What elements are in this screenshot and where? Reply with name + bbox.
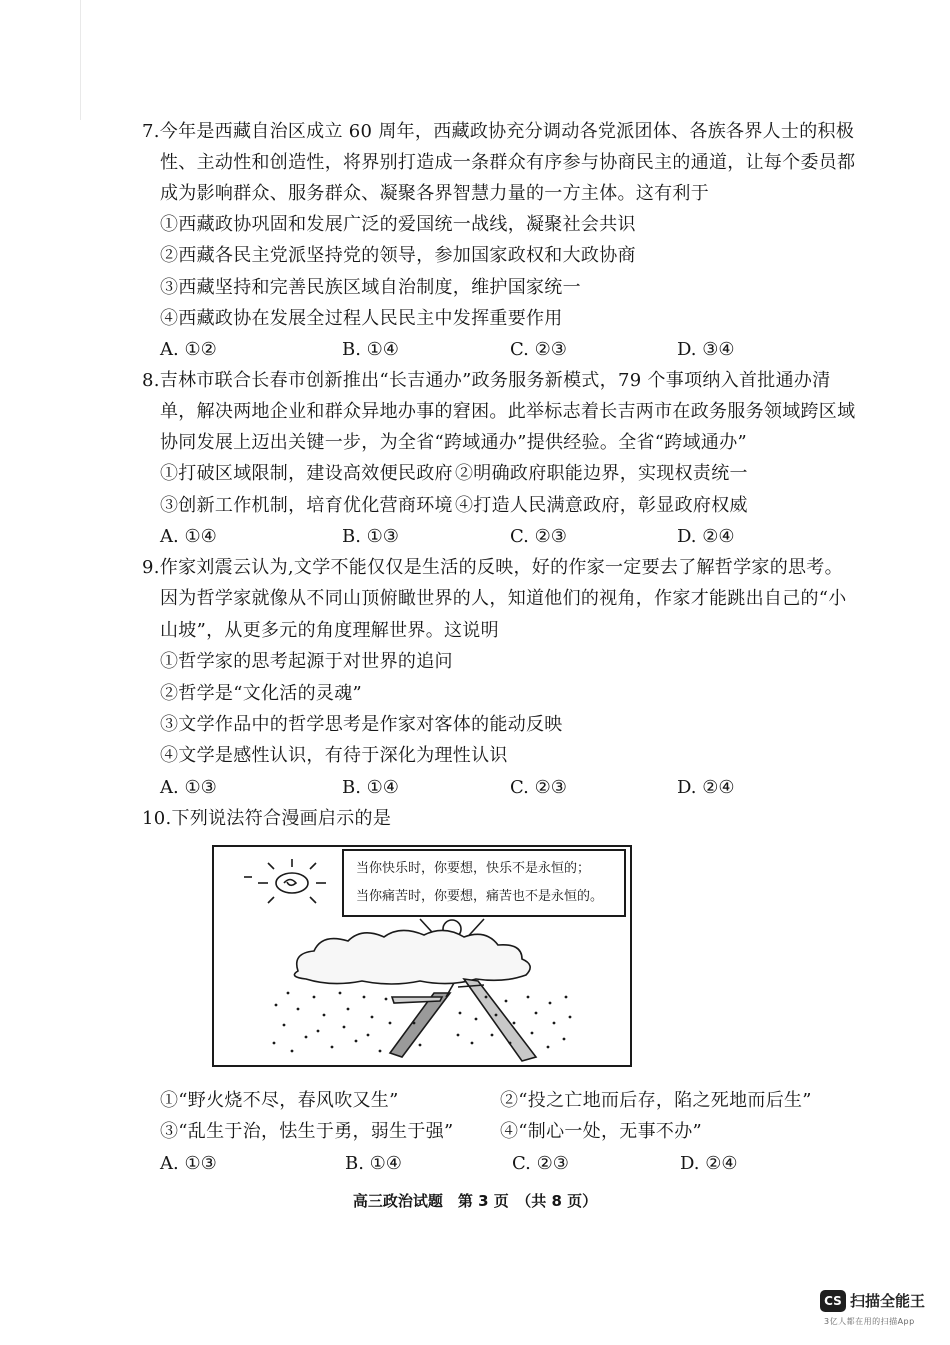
q8-option-b: B. ①③ [342, 526, 399, 547]
q8-option-c: C. ②③ [510, 526, 567, 547]
q10-item-2: ②“投之亡地而后存，陷之死地而后生” [500, 1090, 812, 1111]
cloud-shape [294, 930, 530, 984]
q10-stem: 10.下列说法符合漫画启示的是 [142, 808, 392, 829]
q9-stem-line-2: 因为哲学家就像从不同山顶俯瞰世界的人，知道他们的视角，作家才能跳出自己的“小 [160, 588, 847, 609]
q7-option-c: C. ②③ [510, 339, 567, 360]
q9-option-b: B. ①④ [342, 777, 399, 798]
cartoon-illustration [212, 845, 632, 1067]
q8-item-2: ②明确政府职能边界，实现权责统一 [455, 463, 748, 484]
q9-item-4: ④文学是感性认识，有待于深化为理性认识 [160, 745, 508, 766]
watermark-tagline: 3亿人都在用的扫描App [824, 1317, 915, 1326]
q9-item-2: ②哲学是“文化活的灵魂” [160, 683, 363, 704]
q9-option-c: C. ②③ [510, 777, 567, 798]
q9-item-3: ③文学作品中的哲学思考是作家对客体的能动反映 [160, 714, 563, 735]
q10-item-1: ①“野火烧不尽，春风吹又生” [160, 1090, 399, 1111]
q10-option-b: B. ①④ [345, 1153, 402, 1174]
q7-item-3: ③西藏坚持和完善民族区域自治制度，维护国家统一 [160, 277, 581, 298]
q9-stem-line-3: 山坡”，从更多元的角度理解世界。这说明 [160, 620, 499, 641]
q7-option-a: A. ①② [160, 339, 217, 360]
cartoon-caption-line-1: 当你快乐时，你要想，快乐不是永恒的； [356, 861, 591, 876]
q7-stem-line-1: 7.今年是西藏自治区成立 60 周年，西藏政协充分调动各党派团体、各族各界人士的积极 [142, 121, 855, 142]
q8-stem-line-1: 8.吉林市联合长春市创新推出“长吉通办”政务服务新模式，79 个事项纳入首批通办清 [142, 370, 831, 391]
q9-stem-line-1: 9.作家刘震云认为,文学不能仅仅是生活的反映，好的作家一定要去了解哲学家的思考。 [142, 557, 843, 578]
q10-option-a: A. ①③ [160, 1153, 217, 1174]
q7-option-d: D. ③④ [677, 339, 735, 360]
q9-item-1: ①哲学家的思考起源于对世界的追问 [160, 651, 453, 672]
q10-option-c: C. ②③ [512, 1153, 569, 1174]
q7-item-2: ②西藏各民主党派坚持党的领导，参加国家政权和大政协商 [160, 245, 636, 266]
scan-edge [80, 0, 81, 120]
umbrella-icon [390, 979, 536, 1061]
q9-option-d: D. ②④ [677, 777, 735, 798]
q10-item-3: ③“乱生于治，怯生于勇，弱生于强” [160, 1121, 454, 1142]
q8-item-1: ①打破区域限制，建设高效便民政府 [160, 463, 453, 484]
q8-item-4: ④打造人民满意政府，彰显政府权威 [455, 495, 748, 516]
q10-item-4: ④“制心一处，无事不办” [500, 1121, 703, 1142]
q7-stem-line-2: 性、主动性和创造性，将界别打造成一条群众有序参与协商民主的通道，让每个委员都 [160, 152, 856, 173]
q8-item-3: ③创新工作机制，培育优化营商环境 [160, 495, 453, 516]
q10-option-d: D. ②④ [680, 1153, 738, 1174]
page-footer: 高三政治试题 第 3 页 （共 8 页） [352, 1192, 598, 1210]
q8-stem-line-3: 协同发展上迈出关键一步，为全省“跨域通办”提供经验。全省“跨域通办” [160, 432, 748, 453]
q7-item-1: ①西藏政协巩固和发展广泛的爱国统一战线，凝聚社会共识 [160, 214, 636, 235]
q8-stem-line-2: 单，解决两地企业和群众异地办事的窘困。此举标志着长吉两市在政务服务领域跨区域 [160, 401, 856, 422]
cartoon-caption-box [342, 849, 626, 917]
watermark-app-name: 扫描全能王 [850, 1292, 926, 1310]
sun-icon [244, 859, 326, 903]
camscanner-logo-icon: CS [820, 1290, 846, 1312]
q8-option-d: D. ②④ [677, 526, 735, 547]
cartoon-caption-line-2: 当你痛苦时，你要想，痛苦也不是永恒的。 [356, 889, 604, 904]
q7-option-b: B. ①④ [342, 339, 399, 360]
q9-option-a: A. ①③ [160, 777, 217, 798]
q7-item-4: ④西藏政协在发展全过程人民民主中发挥重要作用 [160, 308, 563, 329]
q8-option-a: A. ①④ [160, 526, 217, 547]
q7-stem-line-3: 成为影响群众、服务群众、凝聚各界智慧力量的一方主体。这有利于 [160, 183, 709, 204]
